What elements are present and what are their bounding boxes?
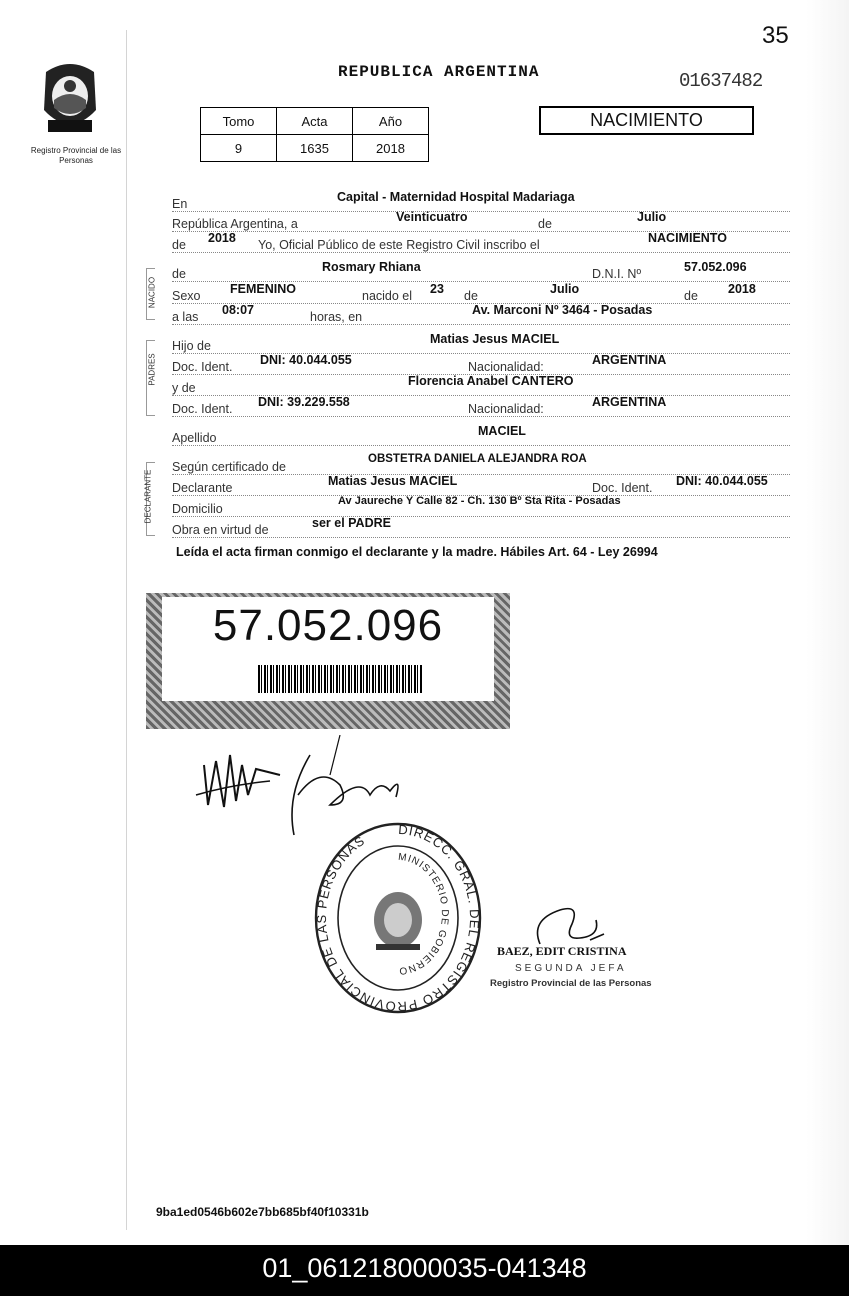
value-hora: 08:07 <box>222 303 254 317</box>
value-apellido: MACIEL <box>478 424 526 438</box>
row-madre-doc <box>172 397 790 417</box>
value-padre-nac: ARGENTINA <box>592 353 667 367</box>
label-madre-nac: Nacionalidad: <box>468 402 544 416</box>
value-domicilio: Av Jaureche Y Calle 82 - Ch. 130 Bº Sta Rita - Posadas <box>338 495 621 507</box>
label-de-year: de <box>172 238 186 252</box>
row-hora <box>172 305 790 325</box>
signatory-office: Registro Provincial de las Personas <box>490 978 652 989</box>
value-obra: ser el PADRE <box>312 516 391 530</box>
value-padre: Matias Jesus MACIEL <box>430 332 560 346</box>
page-number: 35 <box>762 22 789 49</box>
value-certificado: OBSTETRA DANIELA ALEJANDRA ROA <box>368 453 587 465</box>
value-declarante: Matias Jesus MACIEL <box>328 474 458 488</box>
label-certificado: Según certificado de <box>172 460 286 474</box>
signatory-role: SEGUNDA JEFA <box>515 963 627 974</box>
tomo-header: Tomo <box>201 108 277 135</box>
stamp-inner-text: MINISTERIO DE GOBIERNO <box>397 851 450 977</box>
row-obra <box>172 518 790 538</box>
label-republica: República Argentina, a <box>172 217 298 231</box>
value-month: Julio <box>637 210 667 224</box>
tomo-value: 9 <box>201 135 277 162</box>
reference-table <box>200 107 429 162</box>
row-padre <box>172 334 790 354</box>
label-madre-doc: Doc. Ident. <box>172 402 233 416</box>
label-obra: Obra en virtud de <box>172 523 269 537</box>
acta-value: 1635 <box>277 135 353 162</box>
label-dni: D.N.I. Nº <box>592 267 642 281</box>
value-nombre: Rosmary Rhiana <box>322 260 421 274</box>
stamp-ring-text: DIRECC. GRAL. DEL REGISTRO PROVINCIAL DE LAS PERSONAS <box>313 821 483 1015</box>
row-madre <box>172 376 790 396</box>
value-madre-nac: ARGENTINA <box>592 395 667 409</box>
value-madre-doc: DNI: 39.229.558 <box>258 395 350 409</box>
value-en: Capital - Maternidad Hospital Madariaga <box>337 190 575 204</box>
row-domicilio <box>172 497 790 517</box>
row-padre-doc <box>172 355 790 375</box>
label-declarante-doc: Doc. Ident. <box>592 481 653 495</box>
label-en: En <box>172 197 188 211</box>
anio-header: Año <box>353 108 429 135</box>
emblem-label: Registro Provincial de las Personas <box>30 146 122 165</box>
row-certificado <box>172 455 790 475</box>
row-sexo <box>172 284 790 304</box>
label-hora: a las <box>172 310 199 324</box>
dni-sticker <box>146 593 510 729</box>
label-de-year2: de <box>684 289 698 303</box>
label-padre-doc: Doc. Ident. <box>172 360 233 374</box>
row-nombre <box>172 262 790 282</box>
record-type-box: NACIMIENTO <box>539 106 754 135</box>
serial-number: 01637482 <box>679 70 763 92</box>
section-declarante: DECLARANTE <box>143 469 153 524</box>
value-padre-doc: DNI: 40.044.055 <box>260 353 352 367</box>
signatory-signature <box>520 900 640 950</box>
row-republica <box>172 212 790 232</box>
row-declarante <box>172 476 790 496</box>
label-nacido: nacido el <box>362 289 413 303</box>
document-hash: 9ba1ed0546b602e7bb685bf40f10331b <box>156 1205 369 1219</box>
value-lugar: Av. Marconi Nº 3464 - Posadas <box>472 303 653 317</box>
section-padres: PADRES <box>147 353 157 386</box>
value-dni: 57.052.096 <box>684 260 747 274</box>
label-de-month: de <box>464 289 478 303</box>
label-hijo: Hijo de <box>172 339 211 353</box>
document-title: REPUBLICA ARGENTINA <box>338 63 540 81</box>
value-declarante-doc: DNI: 40.044.055 <box>676 474 768 488</box>
row-en <box>172 192 790 212</box>
value-year: 2018 <box>208 231 236 245</box>
label-domicilio: Domicilio <box>172 502 223 516</box>
acta-header: Acta <box>277 108 353 135</box>
value-inscribo: NACIMIENTO <box>648 231 727 245</box>
label-apellido: Apellido <box>172 431 217 445</box>
label-sexo: Sexo <box>172 289 201 303</box>
value-birth-day: 23 <box>430 282 444 296</box>
footer-code: 01_061218000035-041348 <box>0 1245 849 1296</box>
row-anio <box>172 233 790 253</box>
dni-sticker-number: 57.052.096 <box>212 601 444 650</box>
label-declarante: Declarante <box>172 481 233 495</box>
label-inscribo: Yo, Oficial Público de este Registro Civil inscribo el <box>258 238 540 252</box>
value-day: Veinticuatro <box>396 210 468 224</box>
label-horas: horas, en <box>310 310 363 324</box>
stamp-emblem-icon <box>374 892 422 950</box>
value-birth-year: 2018 <box>728 282 756 296</box>
page-fold-line <box>126 30 127 1230</box>
value-sexo: FEMENINO <box>230 282 296 296</box>
label-y-de: y de <box>172 381 196 395</box>
province-emblem-icon <box>38 58 102 142</box>
barcode <box>258 665 422 693</box>
anio-value: 2018 <box>353 135 429 162</box>
label-padre-nac: Nacionalidad: <box>468 360 544 374</box>
page-edge-shadow <box>806 0 849 1245</box>
label-de: de <box>538 217 552 231</box>
signatory-name: BAEZ, EDIT CRISTINA <box>497 944 627 958</box>
section-nacido: NACIDO <box>147 276 157 309</box>
value-birth-month: Julio <box>550 282 580 296</box>
closing-note: Leída el acta firman conmigo el declarante y la madre. Hábiles Art. 64 - Ley 26994 <box>176 545 658 559</box>
official-stamp <box>312 820 484 1016</box>
value-madre: Florencia Anabel CANTERO <box>408 374 574 388</box>
row-apellido <box>172 426 790 446</box>
label-nombre: de <box>172 267 186 281</box>
